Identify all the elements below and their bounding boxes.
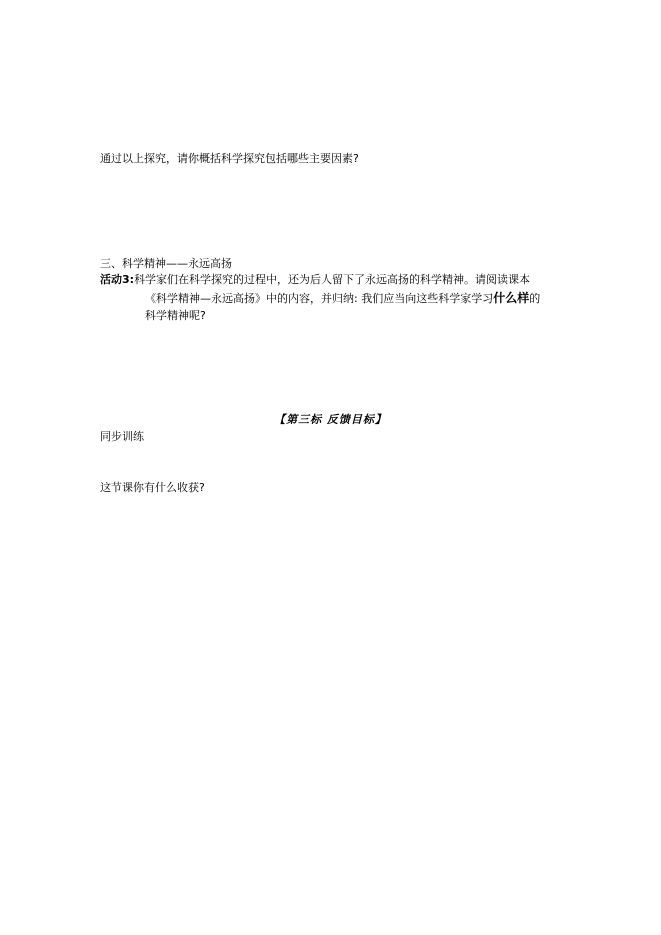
harvest-question: 这节课你有什么收获?	[100, 481, 205, 494]
question-main-factors: 通过以上探究，请你概括科学探究包括哪些主要因素?	[100, 152, 359, 165]
activity-3-keyword: 什么样	[493, 291, 530, 305]
activity-3-label: 活动3:	[100, 273, 135, 286]
activity-3-text-1: 科学家们在科学探究的过程中，还为后人留下了永远高扬的科学精神。请阅读课本	[134, 273, 531, 286]
activity-3-text-2b: 的	[529, 292, 541, 305]
activity-3-text-2a: 《科学精神—永远高扬》中的内容，并归纳: 我们应当向这些科学家学习	[145, 292, 494, 305]
activity-3-line-3: 科学精神呢?	[145, 309, 206, 322]
activity-3-line-1	[100, 273, 530, 287]
section-title-science-spirit: 三、科学精神——永远高扬	[100, 257, 232, 270]
activity-3-line-2	[145, 291, 540, 306]
sync-training-label: 同步训练	[100, 430, 144, 443]
third-goal-heading: 【第三标 反馈目标】	[274, 413, 387, 426]
